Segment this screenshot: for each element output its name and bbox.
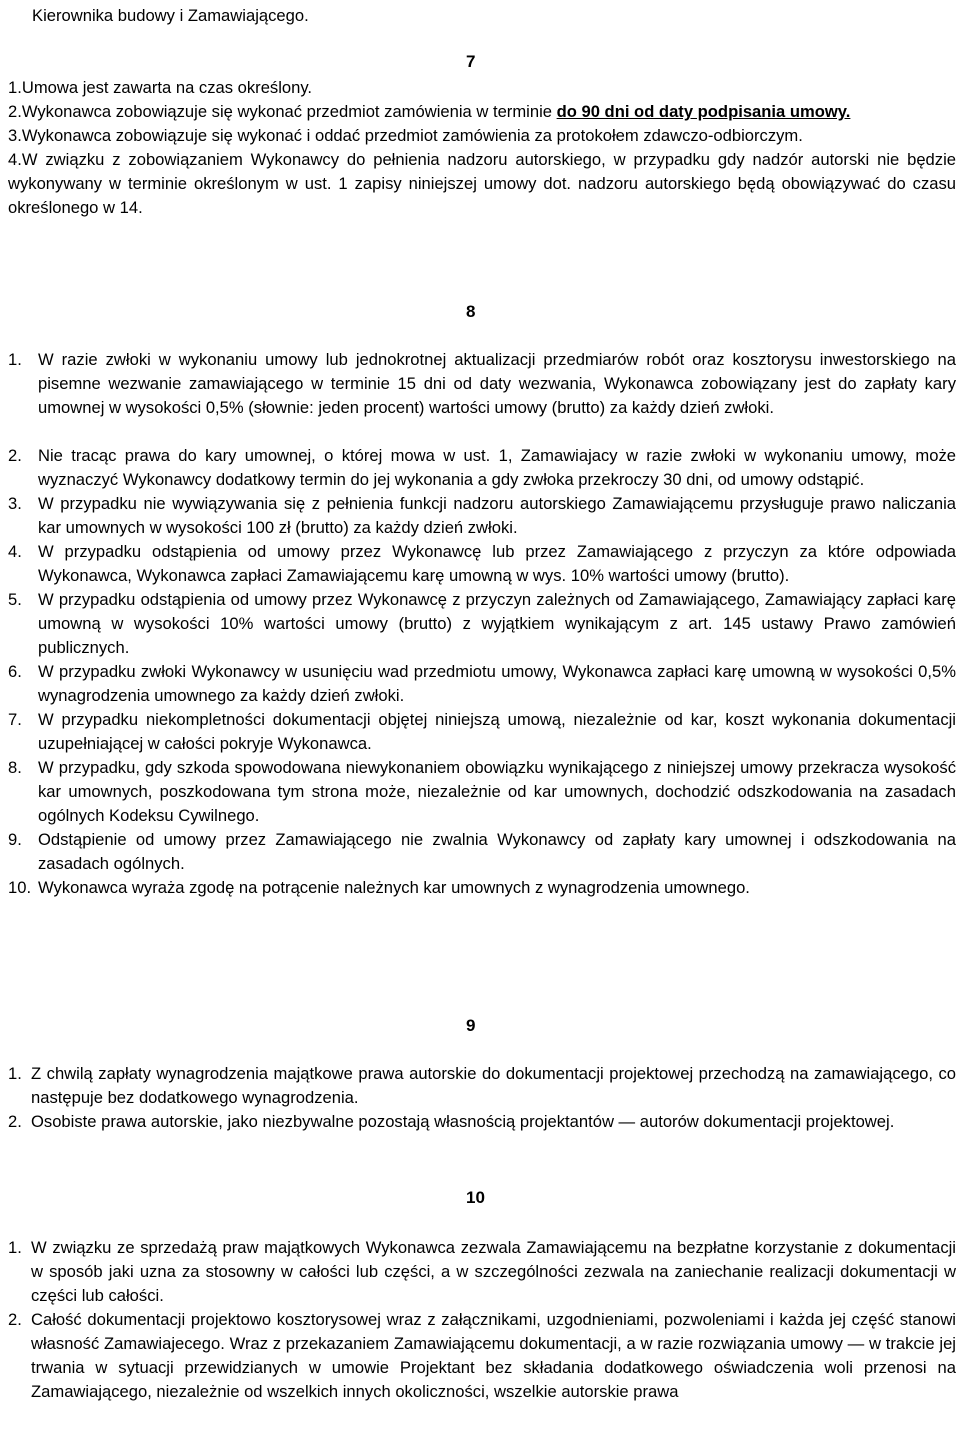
s8-item-number: 10.	[8, 878, 32, 897]
s8-item-number: 2.	[8, 446, 22, 465]
s7-paragraph-2	[8, 100, 956, 124]
s8-item-text: W przypadku zwłoki Wykonawcy w usunięciu wad przedmiotu umowy, Wykonawca zapłaci karę umowną w wysokości 0,5% wynagrodzenia umownego za każdy dzień zwłoki.	[38, 662, 956, 705]
s8-item-number: 6.	[8, 662, 22, 681]
s8-item-1	[8, 348, 956, 420]
section-7-heading: 7	[466, 52, 476, 71]
s8-item-8	[8, 756, 956, 828]
s8-item-text: W przypadku, gdy szkoda spowodowana niewykonaniem obowiązku wynikającego z niniejszej umowy przekracza wysokość kar umownych, poszkodowana tym strona może, niezależnie od kar umownych, dochodzić odszkodowania na zasadach ogólnych Kodeksu Cywilnego.	[38, 758, 956, 825]
s8-item-10	[8, 876, 956, 900]
s8-item-3	[8, 492, 956, 540]
s8-item-text: Nie tracąc prawa do kary umownej, o której mowa w ust. 1, Zamawiajacy w razie zwłoki w wykonaniu umowy, może wyznaczyć Wykonawcy dodatkowy termin do jej wykonania a gdy zwłoka przekroczy 30 dni, od umowy odstąpić.	[38, 446, 956, 489]
s8-item-2	[8, 444, 956, 492]
section-8-body	[8, 348, 956, 900]
s8-item-5	[8, 588, 956, 660]
s8-item-6	[8, 660, 956, 708]
s9-item-2	[8, 1110, 956, 1134]
s10-item-2	[8, 1308, 956, 1404]
s8-item-text: W przypadku nie wywiązywania się z pełnienia funkcji nadzoru autorskiego Zamawiającemu przysługuje prawo naliczania kar umownych w wysokości 100 zł (brutto) za każdy dzień zwłoki.	[38, 494, 956, 537]
s9-item-number: 2.	[8, 1112, 22, 1131]
s10-item-1	[8, 1236, 956, 1308]
s10-item-text: W związku ze sprzedażą praw majątkowych Wykonawca zezwala Zamawiającemu na bezpłatne korzystanie z dokumentacji w sposób jaki uzna za stosowny w całości lub części, a w szczególności zezwala na zaniechanie realizacji dokumentacji w części lub całości.	[31, 1238, 956, 1305]
s8-item-text: W przypadku niekompletności dokumentacji objętej niniejszą umową, niezależnie od kar, koszt wykonania dokumentacji uzupełniającej w całości pokryje Wykonawca.	[38, 710, 956, 753]
s7-paragraph-3: 3.Wykonawca zobowiązuje się wykonać i oddać przedmiot zamówienia za protokołem zdawczo-odbiorczym.	[8, 126, 803, 145]
s8-item-number: 9.	[8, 830, 22, 849]
s8-item-4	[8, 540, 956, 588]
section-9-body	[8, 1062, 956, 1134]
s9-item-1	[8, 1062, 956, 1110]
s10-item-text: Całość dokumentacji projektowo kosztorysowej wraz z załącznikami, uzgodnieniami, pozwoleniami i każda jej część stanowi własność Zamawiajecego. Wraz z przekazaniem Zamawiającemu dokumentacji, a w razie rozwiązania umowy — w trakcie jej trwania w sytuacji przewidzianych w umowie Projektant bez składania dodatkowego oświadczenia woli przenosi na Zamawiającego, niezależnie od wszelkich innych okoliczności, wszelkie autorskie prawa	[31, 1310, 956, 1401]
s8-item-text: W razie zwłoki w wykonaniu umowy lub jednokrotnej aktualizacji przedmiarów robót oraz kosztorysu inwestorskiego na pisemne wezwanie zamawiającego w terminie 15 dni od daty wezwania, Wykonawca zobowiązany jest do zapłaty kary umownej w wysokości 0,5% (słownie: jeden procent) wartości umowy (brutto) za każdy dzień zwłoki.	[38, 350, 956, 417]
s8-item-number: 8.	[8, 758, 22, 777]
s8-item-number: 5.	[8, 590, 22, 609]
s7-paragraph-2-text: 2.Wykonawca zobowiązuje się wykonać przedmiot zamówienia w terminie	[8, 102, 557, 121]
s9-item-text: Z chwilą zapłaty wynagrodzenia majątkowe prawa autorskie do dokumentacji projektowej przechodzą na zamawiającego, co następuje bez dodatkowego wynagrodzenia.	[31, 1064, 956, 1107]
s8-item-number: 4.	[8, 542, 22, 561]
s8-item-text: W przypadku odstąpienia od umowy przez Wykonawcę z przyczyn zależnych od Zamawiającego, Zamawiający zapłaci karę umowną w wysokości 10% wartości umowy (brutto) z wyjątkiem wynikającym z art. 145 ustawy Prawo zamówień publicznych.	[38, 590, 956, 657]
section-10-body	[8, 1236, 956, 1404]
s9-item-number: 1.	[8, 1064, 22, 1083]
s8-item-text: Odstąpienie od umowy przez Zamawiającego nie zwalnia Wykonawcy od zapłaty kary umownej i odszkodowania na zasadach ogólnych.	[38, 830, 956, 873]
s8-item-number: 3.	[8, 494, 22, 513]
s8-item-text: Wykonawca wyraża zgodę na potrącenie należnych kar umownych z wynagrodzenia umownego.	[38, 878, 750, 897]
s7-paragraph-4: 4.W związku z zobowiązaniem Wykonawcy do pełnienia nadzoru autorskiego, w przypadku gdy nadzór autorski nie będzie wykonywany w terminie określonym w ust. 1 zapisy niniejszej umowy dot. nadzoru autorskiego będą obowiązywać do czasu określonego w 14.	[8, 150, 956, 217]
s8-item-number: 7.	[8, 710, 22, 729]
intro-line: Kierownika budowy i Zamawiającego.	[32, 6, 309, 25]
s7-paragraph-1: 1.Umowa jest zawarta na czas określony.	[8, 78, 313, 97]
s8-item-text: W przypadku odstąpienia od umowy przez Wykonawcę lub przez Zamawiającego z przyczyn za które odpowiada Wykonawca, Wykonawca zapłaci Zamawiającemu karę umowną w wys. 10% wartości umowy (brutto).	[38, 542, 956, 585]
s9-item-text: Osobiste prawa autorskie, jako niezbywalne pozostają własnością projektantów — autorów dokumentacji projektowej.	[31, 1112, 895, 1131]
s8-item-9	[8, 828, 956, 876]
s8-item-7	[8, 708, 956, 756]
s10-item-number: 1.	[8, 1238, 22, 1257]
section-10-heading: 10	[466, 1188, 485, 1207]
s8-item-number: 1.	[8, 350, 22, 369]
section-9-heading: 9	[466, 1016, 476, 1035]
s7-deadline-underlined: do 90 dni od daty podpisania umowy.	[556, 102, 851, 121]
section-8-heading: 8	[466, 302, 476, 321]
section-7-body	[8, 76, 956, 220]
s10-item-number: 2.	[8, 1310, 22, 1329]
